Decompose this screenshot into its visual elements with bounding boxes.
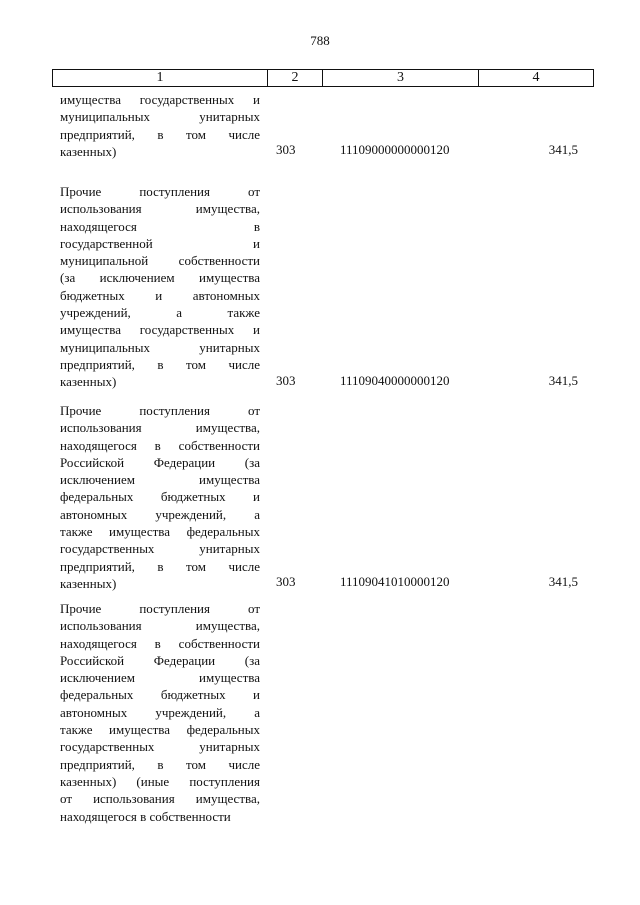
description-line: использования имущества,	[60, 618, 260, 634]
description-line: Российской Федерации (за	[60, 454, 260, 470]
row-amount: 341,5	[548, 373, 578, 388]
description-line: государственных унитарных	[60, 739, 260, 755]
row-code: 303	[276, 574, 296, 589]
description-line: муниципальной собственности	[60, 253, 260, 269]
row-description	[60, 402, 260, 592]
description-line: также имущества федеральных	[60, 524, 260, 540]
description-line: находящегося в	[60, 218, 260, 234]
description-line: предприятий, в том числе	[60, 126, 260, 142]
description-line: предприятий, в том числе	[60, 756, 260, 772]
row-description	[60, 91, 260, 160]
description-line: государственной и	[60, 235, 260, 251]
description-line: (за исключением имущества	[60, 270, 260, 286]
row-kbk: 11109000000000120	[340, 142, 450, 157]
description-line: имущества государственных и	[60, 322, 260, 338]
description-line: автономных учреждений, а	[60, 506, 260, 522]
description-line: имущества государственных и	[60, 92, 260, 107]
description-line: Российской Федерации (за	[60, 652, 260, 668]
row-code: 303	[276, 373, 296, 388]
description-line: использования имущества,	[60, 420, 260, 436]
row-kbk: 11109041010000120	[340, 574, 450, 589]
description-line: казенных)	[60, 374, 117, 390]
row-amount: 341,5	[548, 574, 578, 589]
header-col-2: 2	[268, 70, 323, 86]
description-line: Прочие поступления от	[60, 601, 260, 616]
description-line: исключением имущества	[60, 670, 260, 686]
description-line: государственных унитарных	[60, 541, 260, 557]
description-line: казенных)	[60, 575, 117, 591]
description-line: использования имущества,	[60, 201, 260, 217]
description-line: федеральных бюджетных и	[60, 489, 260, 505]
description-line: бюджетных и автономных	[60, 287, 260, 303]
description-line: от использования имущества,	[60, 791, 260, 807]
description-line: предприятий, в том числе	[60, 356, 260, 372]
row-amount: 341,5	[548, 142, 578, 157]
description-line: муниципальных унитарных	[60, 109, 260, 125]
page-number: 788	[310, 33, 330, 48]
header-col-1: 1	[53, 70, 268, 86]
row-description	[60, 600, 260, 825]
description-line: находящегося в собственности	[60, 635, 260, 651]
description-line: исключением имущества	[60, 472, 260, 488]
description-line: федеральных бюджетных и	[60, 687, 260, 703]
description-line: находящегося в собственности	[60, 437, 260, 453]
description-line: автономных учреждений, а	[60, 704, 260, 720]
description-line: учреждений, а также	[60, 305, 260, 321]
row-kbk: 11109040000000120	[340, 373, 450, 388]
description-line: казенных)	[60, 143, 117, 159]
description-line: предприятий, в том числе	[60, 558, 260, 574]
table-header	[52, 69, 594, 87]
description-line: находящегося в собственности	[60, 808, 231, 824]
description-line: также имущества федеральных	[60, 722, 260, 738]
description-line: Прочие поступления от	[60, 403, 260, 418]
row-code: 303	[276, 142, 296, 157]
description-line: Прочие поступления от	[60, 184, 260, 199]
row-description	[60, 183, 260, 391]
header-col-4: 4	[532, 70, 540, 85]
description-line: казенных) (иные поступления	[60, 773, 260, 789]
description-line: муниципальных унитарных	[60, 339, 260, 355]
header-col-3: 3	[323, 70, 479, 86]
